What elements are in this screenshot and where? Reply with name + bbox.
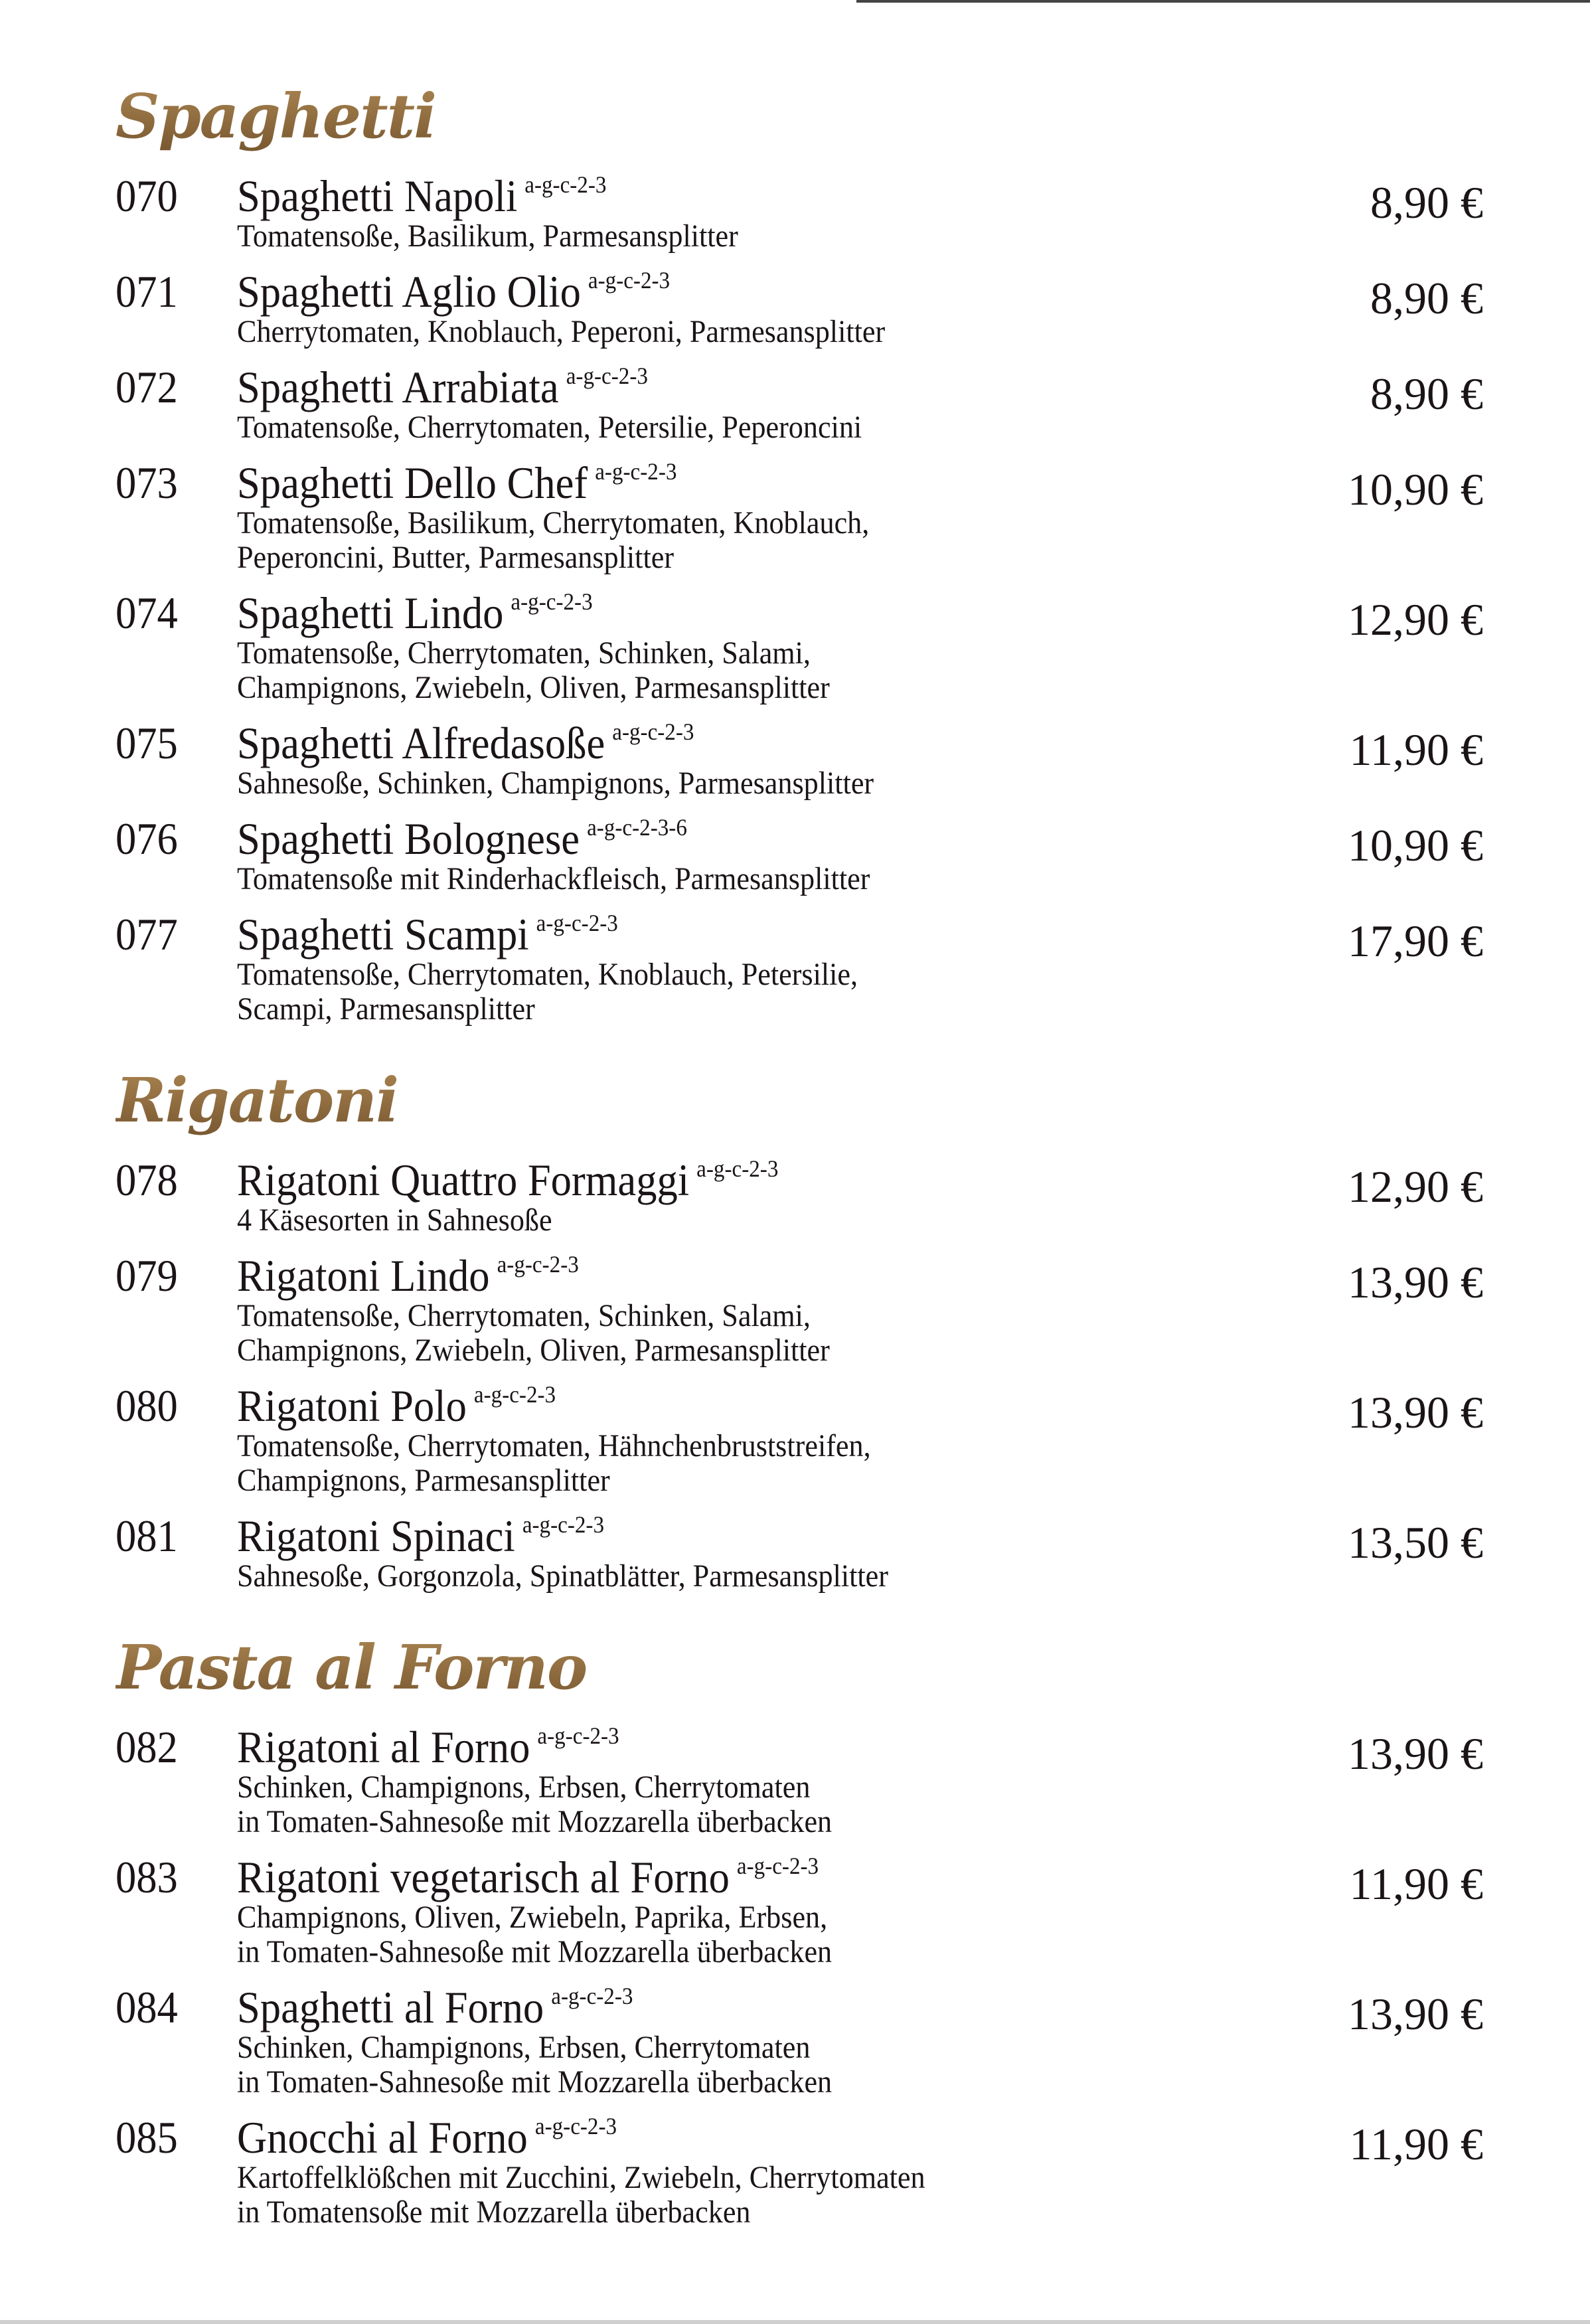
item-description (237, 636, 1092, 705)
description-line: Champignons, Zwiebeln, Oliven, Parmesansplitter (237, 670, 830, 705)
item-name: Spaghetti Arrabiata (237, 362, 559, 412)
item-description (237, 315, 1092, 349)
description-line: Tomatensoße mit Rinderhackfleisch, Parmesansplitter (237, 861, 870, 896)
item-name-line (237, 911, 1384, 957)
allergen-codes: a-g-c-2-3 (511, 588, 593, 615)
menu-item (116, 815, 1483, 896)
menu-section (116, 73, 1483, 1027)
item-name: Rigatoni vegetarisch al Forno (237, 1852, 730, 1902)
item-price: 12,90 € (1348, 1161, 1483, 1212)
item-price: 13,50 € (1348, 1517, 1483, 1568)
item-number: 081 (116, 1511, 178, 1561)
menu-item (116, 173, 1483, 254)
allergen-codes: a-g-c-2-3 (473, 1381, 556, 1408)
description-line: Tomatensoße, Basilikum, Parmesansplitter (237, 218, 738, 254)
item-price: 10,90 € (1348, 820, 1483, 871)
item-number: 073 (116, 457, 178, 508)
description-line: Kartoffelklößchen mit Zucchini, Zwiebeln, Cherrytomaten (237, 2160, 925, 2195)
item-name: Rigatoni Polo (237, 1380, 467, 1431)
item-name: Spaghetti Alfredasoße (237, 718, 605, 768)
item-name-line (237, 1252, 1384, 1299)
menu-item (116, 268, 1483, 349)
menu-item (116, 1513, 1483, 1594)
menu-item (116, 590, 1483, 705)
menu-item (116, 911, 1483, 1027)
item-description (237, 506, 1092, 575)
description-line: in Tomatensoße mit Mozzarella überbacken (237, 2195, 751, 2230)
allergen-codes: a-g-c-2-3 (524, 171, 607, 198)
item-name-line (237, 1854, 1384, 1900)
description-line: Schinken, Champignons, Erbsen, Cherrytomaten (237, 2030, 811, 2065)
menu-section (116, 1057, 1483, 1594)
item-name-line (237, 364, 1384, 410)
description-line: Scampi, Parmesansplitter (237, 991, 535, 1027)
section-title: Pasta al Forno (116, 1624, 1483, 1717)
item-description (237, 2161, 1092, 2230)
item-name-line (237, 590, 1384, 636)
item-name: Rigatoni al Forno (237, 1722, 530, 1772)
item-name-line (237, 1157, 1384, 1203)
item-price: 13,90 € (1348, 1257, 1483, 1307)
item-number: 075 (116, 718, 178, 768)
item-description (237, 219, 1092, 254)
menu-item (116, 1724, 1483, 1839)
item-description (237, 1559, 1092, 1594)
description-line: Tomatensoße, Cherrytomaten, Hähnchenbruststreifen, (237, 1428, 871, 1463)
item-number: 071 (116, 266, 178, 317)
bottom-border (0, 2320, 1590, 2324)
allergen-codes: a-g-c-2-3 (522, 1511, 605, 1538)
item-price: 13,90 € (1348, 1989, 1483, 2039)
menu-item (116, 720, 1483, 801)
allergen-codes: a-g-c-2-3 (537, 1722, 619, 1749)
item-description (237, 1770, 1092, 1839)
allergen-codes: a-g-c-2-3 (588, 267, 671, 293)
description-line: Champignons, Zwiebeln, Oliven, Parmesansplitter (237, 1333, 830, 1368)
item-name: Rigatoni Spinaci (237, 1511, 515, 1561)
item-number: 082 (116, 1722, 178, 1772)
item-name-line (237, 268, 1384, 315)
allergen-codes: a-g-c-2-3 (566, 363, 648, 389)
item-name: Spaghetti Dello Chef (237, 457, 588, 508)
description-line: Tomatensoße, Cherrytomaten, Knoblauch, Petersilie, (237, 957, 858, 992)
item-price: 13,90 € (1348, 1728, 1483, 1779)
description-line: Sahnesoße, Schinken, Champignons, Parmesansplitter (237, 766, 874, 801)
item-number: 077 (116, 909, 178, 959)
item-price: 13,90 € (1348, 1387, 1483, 1438)
item-price: 8,90 € (1370, 177, 1483, 228)
item-name: Gnocchi al Forno (237, 2112, 528, 2163)
item-name-line (237, 720, 1384, 766)
item-name-line (237, 459, 1384, 506)
item-name-line (237, 173, 1384, 219)
item-name-line (237, 1984, 1384, 2031)
description-line: Schinken, Champignons, Erbsen, Cherrytomaten (237, 1770, 811, 1805)
allergen-codes: a-g-c-2-3 (536, 910, 618, 936)
item-price: 12,90 € (1348, 594, 1483, 645)
item-price: 8,90 € (1370, 273, 1483, 323)
description-line: in Tomaten-Sahnesoße mit Mozzarella überbacken (237, 2064, 833, 2100)
item-name: Spaghetti Lindo (237, 588, 504, 638)
item-description (237, 2031, 1092, 2100)
section-title: Rigatoni (116, 1057, 1483, 1150)
allergen-codes: a-g-c-2-3 (612, 718, 694, 745)
description-line: Sahnesoße, Gorgonzola, Spinatblätter, Parmesansplitter (237, 1558, 888, 1594)
section-title: Spaghetti (116, 73, 1483, 166)
allergen-codes: a-g-c-2-3 (534, 2113, 617, 2139)
item-price: 17,90 € (1348, 916, 1483, 966)
item-price: 8,90 € (1370, 369, 1483, 419)
description-line: Tomatensoße, Cherrytomaten, Schinken, Salami, (237, 1298, 811, 1333)
item-description (237, 1299, 1092, 1368)
description-line: Cherrytomaten, Knoblauch, Peperoni, Parmesansplitter (237, 314, 886, 349)
item-price: 11,90 € (1349, 2119, 1483, 2169)
item-price: 11,90 € (1349, 1859, 1483, 1909)
description-line: Champignons, Oliven, Zwiebeln, Paprika, Erbsen, (237, 1900, 828, 1935)
item-name: Rigatoni Quattro Formaggi (237, 1155, 690, 1205)
item-description (237, 766, 1092, 801)
item-description (237, 1900, 1092, 1969)
item-name-line (237, 1513, 1384, 1559)
description-line: Champignons, Parmesansplitter (237, 1463, 610, 1498)
item-price: 10,90 € (1348, 464, 1483, 515)
allergen-codes: a-g-c-2-3 (551, 1983, 633, 2009)
item-name-line (237, 1724, 1384, 1770)
description-line: in Tomaten-Sahnesoße mit Mozzarella überbacken (237, 1804, 833, 1839)
menu-item (116, 1157, 1483, 1238)
item-number: 076 (116, 813, 178, 864)
item-description (237, 862, 1092, 896)
item-description (237, 957, 1092, 1027)
menu-item (116, 364, 1483, 445)
description-line: Tomatensoße, Cherrytomaten, Schinken, Salami, (237, 635, 811, 671)
allergen-codes: a-g-c-2-3 (595, 458, 677, 485)
menu-item (116, 1382, 1483, 1498)
item-description (237, 410, 1092, 445)
description-line: Tomatensoße, Basilikum, Cherrytomaten, Knoblauch, (237, 505, 870, 540)
item-price: 11,90 € (1349, 724, 1483, 775)
item-name: Spaghetti Napoli (237, 171, 518, 221)
menu-item (116, 1252, 1483, 1368)
item-number: 083 (116, 1852, 178, 1902)
menu-item (116, 459, 1483, 575)
item-name: Spaghetti Aglio Olio (237, 266, 581, 317)
allergen-codes: a-g-c-2-3 (736, 1853, 819, 1879)
item-name: Rigatoni Lindo (237, 1250, 490, 1301)
item-number: 079 (116, 1250, 178, 1301)
item-number: 074 (116, 588, 178, 638)
allergen-codes: a-g-c-2-3 (696, 1155, 779, 1182)
menu-item (116, 1854, 1483, 1969)
item-description (237, 1429, 1092, 1498)
item-number: 072 (116, 362, 178, 412)
allergen-codes: a-g-c-2-3 (497, 1251, 579, 1278)
item-name-line (237, 815, 1384, 862)
allergen-codes: a-g-c-2-3-6 (587, 814, 687, 841)
description-line: Tomatensoße, Cherrytomaten, Petersilie, Peperoncini (237, 410, 862, 445)
item-number: 084 (116, 1982, 178, 2033)
item-number: 078 (116, 1155, 178, 1205)
item-name-line (237, 1382, 1384, 1429)
item-description (237, 1203, 1092, 1238)
description-line: in Tomaten-Sahnesoße mit Mozzarella überbacken (237, 1934, 833, 1969)
item-number: 070 (116, 171, 178, 221)
item-number: 080 (116, 1380, 178, 1431)
item-name: Spaghetti Bolognese (237, 813, 580, 864)
pasta-menu (116, 73, 1483, 2260)
item-number: 085 (116, 2112, 178, 2163)
menu-item (116, 2114, 1483, 2230)
menu-item (116, 1984, 1483, 2100)
description-line: Peperoncini, Butter, Parmesansplitter (237, 540, 675, 575)
item-name: Spaghetti al Forno (237, 1982, 544, 2033)
description-line: 4 Käsesorten in Sahnesoße (237, 1203, 552, 1238)
item-name: Spaghetti Scampi (237, 909, 529, 959)
item-name-line (237, 2114, 1384, 2161)
top-border (856, 0, 1590, 3)
menu-section (116, 1624, 1483, 2230)
